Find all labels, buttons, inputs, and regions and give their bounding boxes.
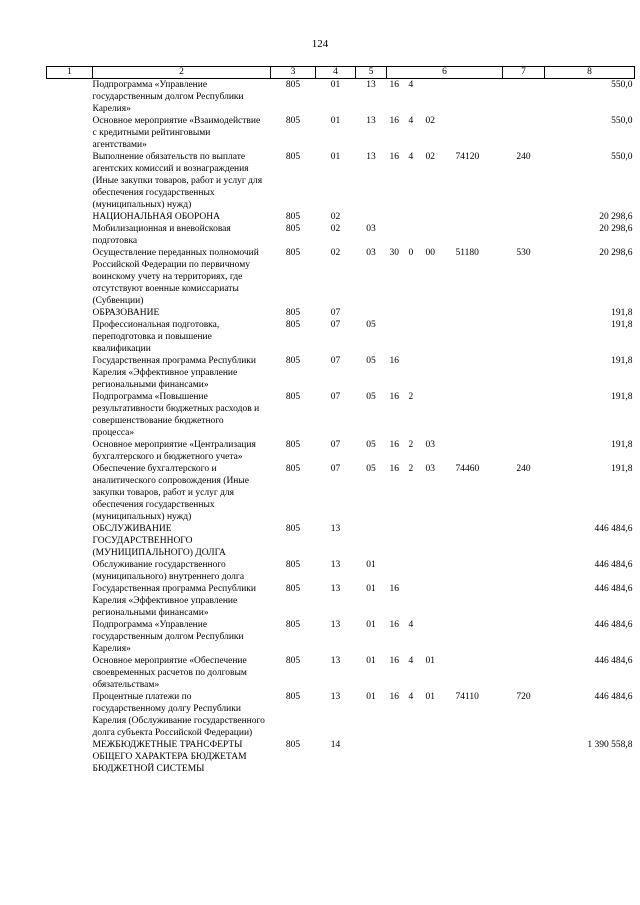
table-row: [47, 619, 635, 655]
cell-direction-code: 74460: [455, 464, 480, 474]
cell-ministry-code: 805: [285, 356, 301, 366]
cell-ministry-code: 805: [285, 692, 301, 702]
cell-activity-code: 02: [425, 152, 435, 162]
cell-expense-type: 720: [516, 692, 531, 702]
cell-section-code: 13: [330, 656, 341, 666]
cell-program-code: [387, 319, 406, 355]
cell-ministry-code: 805: [285, 656, 301, 666]
cell-subprogram-code: [406, 523, 423, 559]
table-body: [47, 79, 635, 776]
header-col-7: 7: [503, 67, 545, 79]
cell-subsection-code: 13: [366, 80, 376, 90]
item-name: Подпрограмма «Управление государственным долгом Республики Карелия»: [92, 620, 244, 654]
cell-col-1: [47, 619, 93, 655]
cell-ministry-code: 805: [285, 308, 301, 318]
item-name: Основное мероприятие «Централизация бухгалтерского и бюджетного учета»: [92, 440, 256, 462]
cell-direction-code: [453, 391, 503, 439]
cell-program-code: 16: [389, 464, 399, 474]
cell-subsection-code: 01: [366, 656, 376, 666]
table-row: [47, 247, 635, 307]
cell-activity-code: [423, 79, 453, 116]
table-row: [47, 391, 635, 439]
cell-activity-code: [423, 355, 453, 391]
cell-subsection-code: 05: [366, 356, 376, 366]
cell-expense-type: [503, 655, 545, 691]
cell-amount: 446 484,6: [594, 692, 633, 702]
cell-expense-type: [503, 355, 545, 391]
table-row: [47, 463, 635, 523]
cell-ministry-code: 805: [285, 584, 301, 594]
cell-col-1: [47, 523, 93, 559]
cell-ministry-code: 805: [285, 440, 301, 450]
cell-program-code: [387, 739, 406, 775]
page-number: 124: [311, 38, 329, 50]
cell-subsection-code: 05: [366, 440, 376, 450]
cell-expense-type: 530: [516, 248, 531, 258]
cell-program-code: 16: [389, 620, 399, 630]
cell-amount: 446 484,6: [594, 524, 633, 534]
table-row: [47, 439, 635, 463]
cell-subsection-code: [356, 307, 387, 319]
cell-section-code: 13: [330, 524, 341, 534]
cell-section-code: 13: [330, 584, 341, 594]
table-row: [47, 319, 635, 355]
cell-subprogram-code: 4: [408, 692, 414, 702]
item-name: Профессиональная подготовка, переподготовка и повышение квалификации: [92, 320, 220, 354]
item-name: Основное мероприятие «Взаимодействие с кредитными рейтинговыми агентствами»: [92, 116, 261, 150]
cell-col-1: [47, 307, 93, 319]
cell-program-code: [387, 523, 406, 559]
cell-program-code: [387, 211, 406, 223]
cell-expense-type: [503, 523, 545, 559]
table-row: [47, 691, 635, 739]
cell-ministry-code: 805: [285, 212, 301, 222]
cell-subprogram-code: 4: [408, 116, 414, 126]
cell-col-1: [47, 463, 93, 523]
cell-ministry-code: 805: [285, 560, 301, 570]
cell-ministry-code: 805: [285, 464, 301, 474]
cell-ministry-code: 805: [285, 116, 301, 126]
cell-subprogram-code: [406, 307, 423, 319]
cell-amount: 191,8: [611, 320, 633, 330]
cell-col-1: [47, 319, 93, 355]
cell-activity-code: 00: [425, 248, 435, 258]
cell-direction-code: 51180: [455, 248, 479, 258]
cell-subprogram-code: 4: [408, 620, 414, 630]
cell-subprogram-code: 2: [408, 440, 414, 450]
header-col-4: 4: [316, 67, 356, 79]
cell-expense-type: 240: [516, 464, 531, 474]
header-col-2: 2: [93, 67, 271, 79]
table-row: [47, 523, 635, 559]
cell-section-code: 07: [330, 464, 341, 474]
cell-subprogram-code: [406, 739, 423, 775]
cell-amount: 191,8: [611, 464, 633, 474]
cell-subsection-code: 03: [366, 248, 376, 258]
item-name: Выполнение обязательств по выплате агентских комиссий и вознаграждения (Иные закупки товаров, работ и услуг для обеспечения государственных (муниципальных) нужд): [92, 152, 263, 210]
item-name: Обслуживание государственного (муниципального) внутреннего долга: [92, 560, 245, 582]
cell-subprogram-code: [406, 319, 423, 355]
cell-subprogram-code: 4: [408, 152, 414, 162]
cell-ministry-code: 805: [285, 224, 301, 234]
cell-amount: 550,0: [611, 152, 633, 162]
cell-subsection-code: 01: [366, 692, 376, 702]
cell-amount: 550,0: [611, 116, 633, 126]
cell-activity-code: [423, 523, 453, 559]
cell-activity-code: 02: [425, 116, 435, 126]
cell-direction-code: [453, 583, 503, 619]
cell-section-code: 01: [330, 152, 341, 162]
cell-expense-type: [503, 583, 545, 619]
cell-col-1: [47, 583, 93, 619]
cell-section-code: 07: [330, 308, 341, 318]
header-col-5: 5: [356, 67, 387, 79]
cell-program-code: [387, 307, 406, 319]
cell-program-code: 16: [389, 656, 399, 666]
table-row: [47, 211, 635, 223]
cell-program-code: 16: [389, 392, 399, 402]
cell-col-1: [47, 223, 93, 247]
cell-ministry-code: 805: [285, 620, 301, 630]
cell-ministry-code: 805: [285, 152, 301, 162]
cell-activity-code: [423, 619, 453, 655]
table-row: [47, 115, 635, 151]
cell-col-1: [47, 391, 93, 439]
cell-section-code: 02: [330, 248, 341, 258]
cell-amount: 550,0: [611, 80, 633, 90]
cell-program-code: 16: [389, 80, 399, 90]
cell-activity-code: [423, 391, 453, 439]
cell-col-1: [47, 559, 93, 583]
cell-activity-code: [423, 739, 453, 775]
cell-direction-code: [453, 355, 503, 391]
cell-subsection-code: [356, 211, 387, 223]
cell-amount: 20 298,6: [599, 224, 633, 234]
cell-subprogram-code: [406, 583, 423, 619]
item-name: Процентные платежи по государственному долгу Республики Карелия (Обслуживание государственного долга субъекта Российской Федерации): [92, 692, 265, 738]
cell-direction-code: [453, 319, 503, 355]
item-name: Подпрограмма «Управление государственным долгом Республики Карелия»: [92, 80, 244, 114]
cell-activity-code: 01: [425, 692, 435, 702]
cell-expense-type: [503, 223, 545, 247]
cell-section-code: 13: [330, 560, 341, 570]
cell-section-code: 07: [330, 320, 341, 330]
item-name: Мобилизационная и вневойсковая подготовка: [92, 224, 231, 246]
cell-col-1: [47, 355, 93, 391]
cell-section-code: 01: [330, 116, 341, 126]
item-name: НАЦИОНАЛЬНАЯ ОБОРОНА: [92, 212, 220, 222]
cell-ministry-code: 805: [285, 248, 301, 258]
cell-expense-type: [503, 559, 545, 583]
cell-subprogram-code: 4: [408, 80, 414, 90]
cell-direction-code: 74120: [455, 152, 480, 162]
cell-section-code: 13: [330, 692, 341, 702]
cell-amount: 191,8: [611, 356, 633, 366]
table-row: [47, 223, 635, 247]
cell-activity-code: 01: [425, 656, 435, 666]
cell-activity-code: 03: [425, 440, 435, 450]
cell-section-code: 07: [330, 356, 341, 366]
cell-subprogram-code: [406, 211, 423, 223]
cell-direction-code: [453, 115, 503, 151]
item-name: Государственная программа Республики Карелия «Эффективное управление региональными финансами»: [92, 584, 256, 618]
cell-ministry-code: 805: [285, 524, 301, 534]
cell-col-1: [47, 211, 93, 223]
cell-direction-code: [453, 559, 503, 583]
cell-amount: 20 298,6: [599, 212, 633, 222]
cell-amount: 446 484,6: [594, 656, 633, 666]
cell-program-code: 16: [389, 440, 399, 450]
table-row: [47, 151, 635, 211]
cell-activity-code: [423, 211, 453, 223]
cell-col-1: [47, 691, 93, 739]
cell-col-1: [47, 115, 93, 151]
cell-activity-code: [423, 319, 453, 355]
cell-direction-code: [453, 79, 503, 116]
cell-direction-code: [453, 223, 503, 247]
cell-program-code: 16: [389, 152, 399, 162]
cell-expense-type: [503, 619, 545, 655]
cell-subprogram-code: [406, 355, 423, 391]
header-col-6: 6: [387, 67, 503, 79]
cell-direction-code: 74110: [455, 692, 479, 702]
cell-subsection-code: 05: [366, 392, 376, 402]
cell-direction-code: [453, 739, 503, 775]
cell-subsection-code: 03: [366, 224, 376, 234]
table-row: [47, 655, 635, 691]
cell-subprogram-code: 2: [408, 464, 414, 474]
item-name: Государственная программа Республики Карелия «Эффективное управление региональными финансами»: [92, 356, 256, 390]
cell-amount: 191,8: [611, 440, 633, 450]
cell-program-code: [387, 559, 406, 583]
cell-subsection-code: 01: [366, 560, 376, 570]
cell-program-code: 16: [389, 584, 399, 594]
cell-ministry-code: 805: [285, 320, 301, 330]
cell-expense-type: [503, 211, 545, 223]
item-name: МЕЖБЮДЖЕТНЫЕ ТРАНСФЕРТЫ ОБЩЕГО ХАРАКТЕРА БЮДЖЕТАМ БЮДЖЕТНОЙ СИСТЕМЫ: [92, 740, 247, 774]
cell-subsection-code: [356, 523, 387, 559]
cell-subsection-code: 05: [366, 464, 376, 474]
item-name: Осуществление переданных полномочий Российской Федерации по первичному воинскому учету на территориях, где отсутствуют военные комиссариаты (Субвенции): [92, 248, 259, 306]
cell-amount: 446 484,6: [594, 560, 633, 570]
cell-col-1: [47, 79, 93, 116]
cell-subsection-code: [356, 739, 387, 775]
cell-col-1: [47, 655, 93, 691]
header-row: [47, 67, 635, 79]
cell-subprogram-code: 0: [408, 248, 414, 258]
cell-subsection-code: 01: [366, 620, 376, 630]
cell-direction-code: [453, 619, 503, 655]
cell-activity-code: [423, 583, 453, 619]
cell-program-code: 16: [389, 692, 399, 702]
cell-activity-code: [423, 307, 453, 319]
cell-amount: 191,8: [611, 392, 633, 402]
cell-activity-code: [423, 223, 453, 247]
cell-direction-code: [453, 307, 503, 319]
cell-amount: 191,8: [611, 308, 633, 318]
cell-amount: 446 484,6: [594, 584, 633, 594]
cell-program-code: 30: [389, 248, 399, 258]
cell-activity-code: [423, 559, 453, 583]
budget-table: [46, 66, 635, 775]
cell-program-code: 16: [389, 116, 399, 126]
header-col-3: 3: [271, 67, 316, 79]
cell-expense-type: [503, 79, 545, 116]
cell-section-code: 14: [330, 740, 341, 750]
cell-program-code: 16: [389, 356, 399, 366]
cell-ministry-code: 805: [285, 392, 301, 402]
cell-expense-type: [503, 439, 545, 463]
item-name: Подпрограмма «Повышение результативности бюджетных расходов и совершенствование бюджетного процесса»: [92, 392, 260, 438]
table-row: [47, 355, 635, 391]
cell-ministry-code: 805: [285, 740, 301, 750]
item-name: Обеспечение бухгалтерского и аналитического сопровождения (Иные закупки товаров, работ и услуг для обеспечения государственных (муниципальных) нужд): [92, 464, 249, 522]
cell-subsection-code: 13: [366, 152, 376, 162]
cell-expense-type: 240: [516, 152, 531, 162]
cell-direction-code: [453, 523, 503, 559]
header-col-1: 1: [47, 67, 93, 79]
cell-subsection-code: 05: [366, 320, 376, 330]
cell-col-1: [47, 151, 93, 211]
cell-subsection-code: 13: [366, 116, 376, 126]
cell-direction-code: [453, 655, 503, 691]
cell-expense-type: [503, 307, 545, 319]
table-row: [47, 559, 635, 583]
cell-amount: 20 298,6: [599, 248, 633, 258]
cell-expense-type: [503, 115, 545, 151]
cell-expense-type: [503, 739, 545, 775]
table-row: [47, 739, 635, 775]
cell-subprogram-code: [406, 559, 423, 583]
cell-amount: 1 390 558,8: [587, 740, 633, 750]
cell-col-1: [47, 439, 93, 463]
header-col-8: 8: [545, 67, 635, 79]
cell-direction-code: [453, 439, 503, 463]
cell-section-code: 01: [330, 80, 341, 90]
cell-expense-type: [503, 391, 545, 439]
item-name: Основное мероприятие «Обеспечение своевременных расчетов по долговым обязательствам»: [92, 656, 247, 690]
cell-subsection-code: 01: [366, 584, 376, 594]
cell-col-1: [47, 739, 93, 775]
table-row: [47, 583, 635, 619]
cell-amount: 446 484,6: [594, 620, 633, 630]
cell-subprogram-code: [406, 223, 423, 247]
cell-section-code: 07: [330, 392, 341, 402]
table-row: [47, 307, 635, 319]
table-row: [47, 79, 635, 116]
cell-section-code: 02: [330, 212, 341, 222]
cell-section-code: 13: [330, 620, 341, 630]
cell-subprogram-code: 4: [408, 656, 414, 666]
cell-activity-code: 03: [425, 464, 435, 474]
item-name: ОБРАЗОВАНИЕ: [92, 308, 160, 318]
cell-section-code: 07: [330, 440, 341, 450]
cell-col-1: [47, 247, 93, 307]
item-name: ОБСЛУЖИВАНИЕ ГОСУДАРСТВЕННОГО (МУНИЦИПАЛЬНОГО) ДОЛГА: [92, 524, 226, 558]
cell-subprogram-code: 2: [408, 392, 414, 402]
cell-ministry-code: 805: [285, 80, 301, 90]
cell-direction-code: [453, 211, 503, 223]
cell-program-code: [387, 223, 406, 247]
cell-expense-type: [503, 319, 545, 355]
cell-section-code: 02: [330, 224, 341, 234]
